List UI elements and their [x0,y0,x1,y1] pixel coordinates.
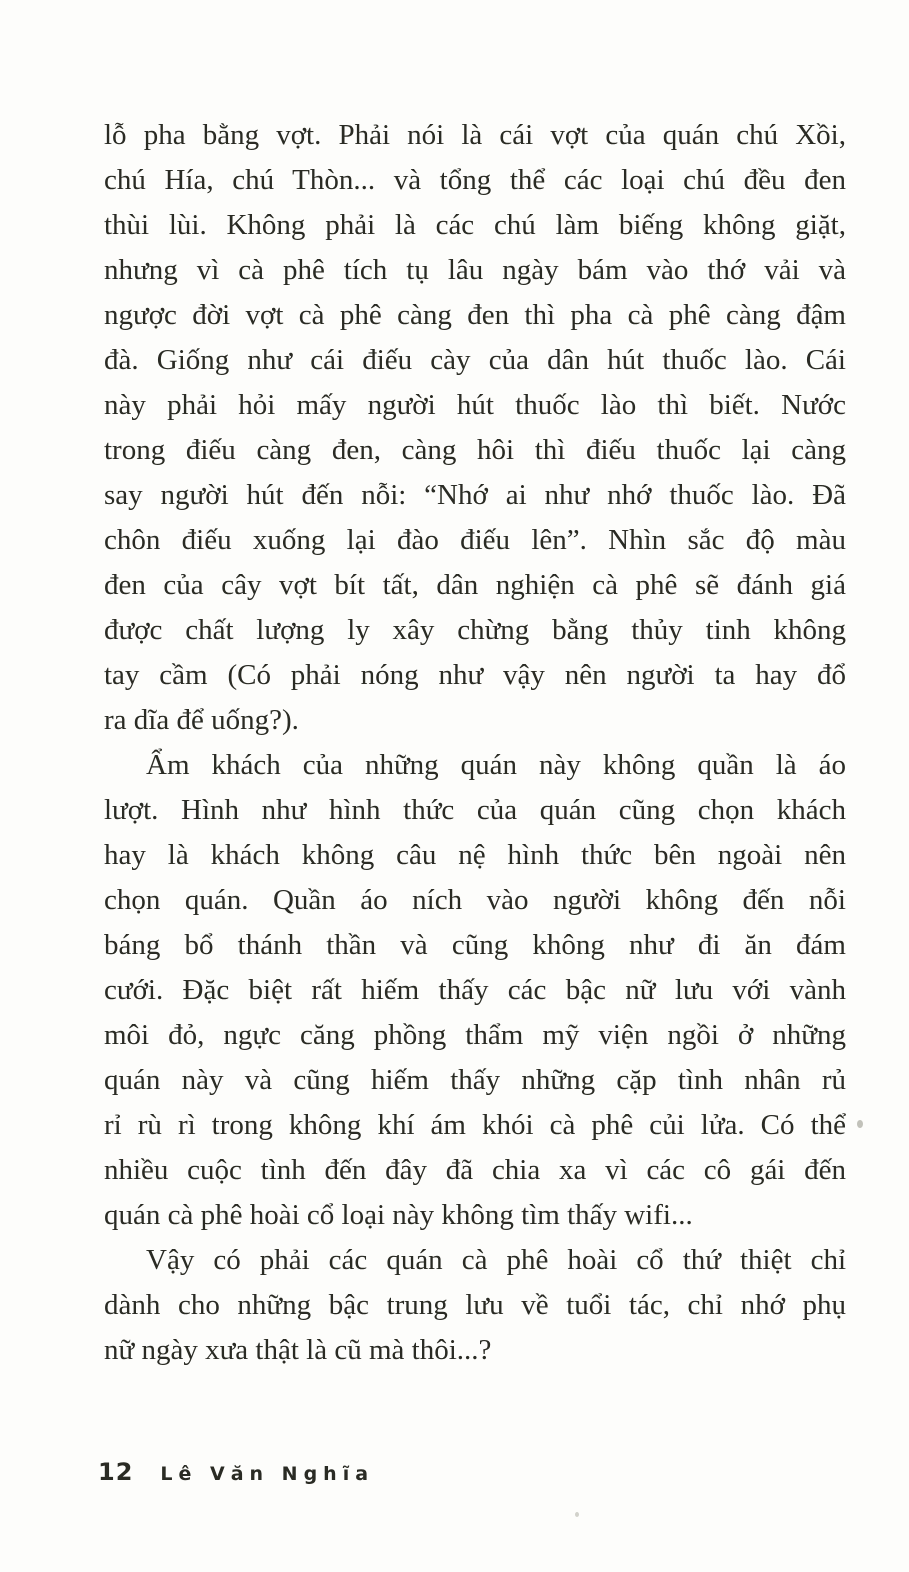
text-line: hay là khách không câu nệ hình thức bên ngoài nên [104,839,846,871]
text-line: được chất lượng ly xây chừng bằng thủy tinh không [104,614,846,646]
scan-artifact-speck [857,1120,863,1128]
text-line: lượt. Hình như hình thức của quán cũng chọn khách [104,794,846,826]
text-line: đen của cây vợt bít tất, dân nghiện cà phê sẽ đánh giá [104,569,846,601]
text-line: dành cho những bậc trung lưu về tuổi tác, chỉ nhớ phụ [104,1289,846,1321]
text-line: lỗ pha bằng vợt. Phải nói là cái vợt của quán chú Xồi, [104,119,846,151]
text-line: quán này và cũng hiếm thấy những cặp tình nhân rủ [104,1064,846,1096]
text-line: ngược đời vợt cà phê càng đen thì pha cà phê càng đậm [104,299,846,331]
scan-artifact-speck [575,1512,579,1517]
paragraph [104,1238,846,1373]
page-number: 12 [98,1458,134,1486]
paragraph [104,743,846,1238]
text-line: báng bổ thánh thần và cũng không như đi ăn đám [104,929,846,961]
text-line: say người hút đến nỗi: “Nhớ ai như nhớ thuốc lào. Đã [104,479,846,511]
text-line: chú Hía, chú Thòn... và tổng thể các loại chú đều đen [104,164,846,196]
text-line: nhiều cuộc tình đến đây đã chia xa vì các cô gái đến [104,1154,846,1186]
text-line: thùi lùi. Không phải là các chú làm biếng không giặt, [104,209,846,241]
text-line: cưới. Đặc biệt rất hiếm thấy các bậc nữ lưu với vành [104,974,846,1006]
text-line: rỉ rù rì trong không khí ám khói cà phê củi lửa. Có thể [104,1109,846,1141]
text-line: nhưng vì cà phê tích tụ lâu ngày bám vào thớ vải và [104,254,846,286]
paragraph [104,113,846,743]
text-line: này phải hỏi mấy người hút thuốc lào thì biết. Nước [104,389,846,421]
text-line: trong điếu càng đen, càng hôi thì điếu thuốc lại càng [104,434,846,466]
text-line: tay cầm (Có phải nóng như vậy nên người ta hay đổ [104,659,846,691]
page-footer [98,1458,374,1486]
text-line: Vậy có phải các quán cà phê hoài cổ thứ thiệt chỉ [146,1244,846,1276]
text-line: chọn quán. Quần áo ních vào người không đến nỗi [104,884,846,916]
text-line: quán cà phê hoài cổ loại này không tìm thấy wifi... [104,1199,693,1231]
text-line: chôn điếu xuống lại đào điếu lên”. Nhìn sắc độ màu [104,524,846,556]
text-line: môi đỏ, ngực căng phồng thẩm mỹ viện ngồi ở những [104,1019,846,1051]
running-author-name: Lê Văn Nghĩa [160,1463,375,1485]
text-line: nữ ngày xưa thật là cũ mà thôi...? [104,1334,492,1366]
text-line: Ẩm khách của những quán này không quần là áo [146,749,846,781]
text-line: ra dĩa để uống?). [104,704,299,736]
text-line: đà. Giống như cái điếu cày của dân hút thuốc lào. Cái [104,344,846,376]
body-text [104,113,846,1373]
